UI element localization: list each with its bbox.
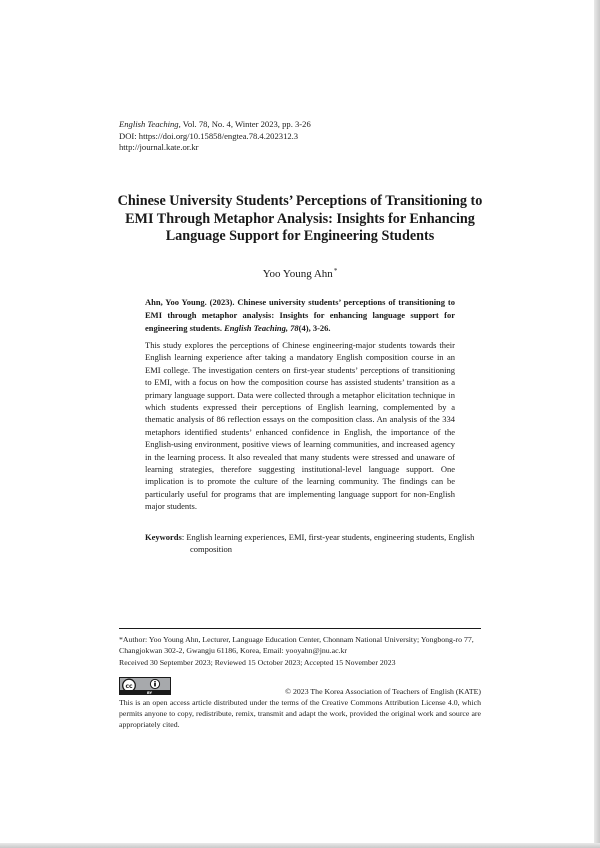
cc-by-icon[interactable] xyxy=(119,677,171,695)
citation-issue-pages: (4), 3-26. xyxy=(298,323,331,333)
journal-citation-line xyxy=(119,119,311,131)
journal-header xyxy=(119,119,311,154)
footnote-divider xyxy=(119,628,481,629)
cc-badge-strip xyxy=(120,690,170,694)
keywords-text: : English learning experiences, EMI, first-year students, engineering students, English composition xyxy=(181,532,475,555)
abstract-text: This study explores the perceptions of Chinese engineering-major students towards their English learning experience after taking a mandatory English composition course in an EMI college. The investigation centers on first-year students’ perceptions of transitioning to EMI, with a focus on how the composition course has assisted students’ transition as a primary language support. Data were collected through a metaphor elicitation technique in which students expressed their perceptions of English learning, complemented by a thematic analysis of 86 reflection essays on the composition class. An analysis of the 334 metaphors identified students’ enhanced confidence in English, the importance of the English-using environment, positive views of learning communities, and increased agency in the learning process. It also revealed that many students were stressed and unaware of learning strategies, therefore suggesting institutional-level language support. One implication is to promote the culture of the learning community. The findings can be particularly useful for programs that are implementing language support for non-English major students. xyxy=(145,340,455,512)
author-name: Yoo Young Ahn xyxy=(262,268,333,280)
page-bottom-shadow xyxy=(0,843,600,848)
cc-by-label: BY xyxy=(147,691,153,695)
svg-text:cc: cc xyxy=(125,682,133,690)
author-footnote-marker: * xyxy=(333,267,338,275)
journal-url[interactable]: http://journal.kate.or.kr xyxy=(119,142,199,152)
page-edge-shadow xyxy=(594,0,600,848)
received-dates: Received 30 September 2023; Reviewed 15 October 2023; Accepted 15 November 2023 xyxy=(119,658,396,667)
license-text: This is an open access article distributed under the terms of the Creative Commons Attribution License 4.0, which permits anyone to copy, redistribute, remix, transmit and adapt the work, provided the original work and source are appropriately cited. xyxy=(119,698,481,729)
article-title: Chinese University Students’ Perceptions of Transitioning to EMI Through Metaphor Analysis: Insights for Enhancing Language Support for Engineering Students xyxy=(117,193,483,244)
citation-journal: English Teaching, 78 xyxy=(224,323,299,333)
author-line xyxy=(0,267,600,280)
doi-line[interactable]: DOI: https://doi.org/10.15858/engtea.78.4.202312.3 xyxy=(119,130,299,141)
citation-text: Ahn, Yoo Young. (2023). Chinese university students’ perceptions of transitioning to EMI through metaphor analysis: Insights for enhancing language support for engineering students. xyxy=(145,297,455,333)
journal-issue: , Vol. 78, No. 4, Winter 2023, pp. 3-26 xyxy=(178,119,311,129)
keywords-label: Keywords xyxy=(145,532,182,542)
copyright-notice: © 2023 The Korea Association of Teachers of English (KATE) xyxy=(285,687,481,696)
journal-name: English Teaching xyxy=(119,119,179,129)
author-footnote: *Author: Yoo Young Ahn, Lecturer, Language Education Center, Chonnam National University; Yongbong-ro 77, Changjokwan 302-2, Gwangju 61186, Korea, Email: yooyahn@jnu.ac.kr xyxy=(119,635,474,655)
keywords-block xyxy=(145,531,500,556)
citation-block xyxy=(145,296,455,335)
